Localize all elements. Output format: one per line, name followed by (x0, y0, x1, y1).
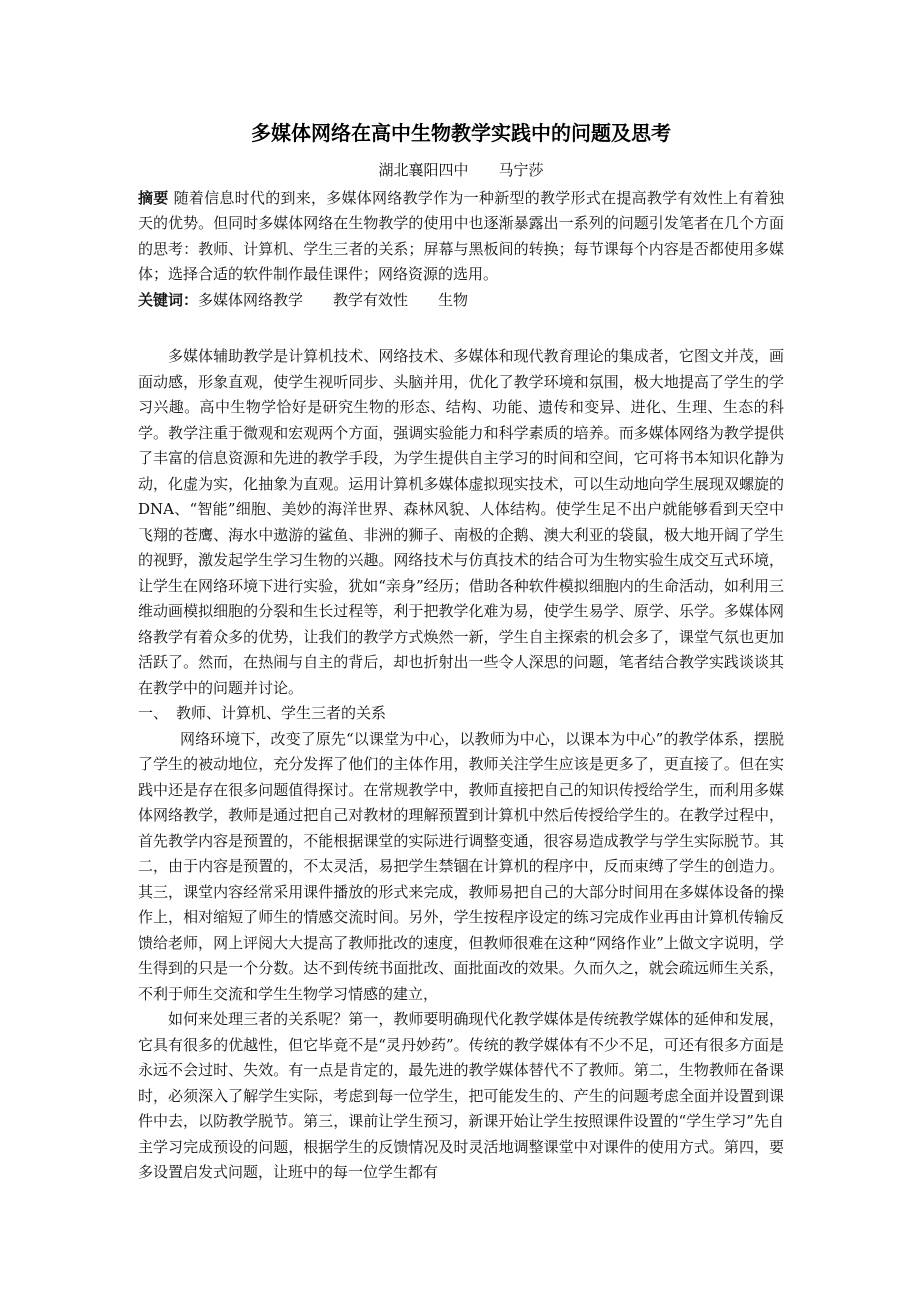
section-title: 教师、计算机、学生三者的关系 (176, 704, 387, 722)
keyword-item: 教学有效性 (333, 290, 409, 309)
keywords (138, 288, 784, 314)
keyword-item: 生物 (438, 290, 469, 309)
document-page (138, 118, 784, 1186)
section-heading (138, 701, 784, 727)
intro-paragraph: 多媒体辅助教学是计算机技术、网络技术、多媒体和现代教育理论的集成者，它图文并茂，画面动感，形象直观，使学生视听同步、头脑并用，优化了教学环境和氛围，极大地提高了学生的学习兴趣。高中生物学恰好是研究生物的形态、结构、功能、遗传和变异、进化、生理、生态的科学。教学注重于微观和宏观两个方面，强调实验能力和科学素质的培养。而多媒体网络为教学提供了丰富的信息资源和先进的教学手段，为学生提供自主学习的时间和空间，它可将书本知识化静为动，化虚为实，化抽象为直观。运用计算机多媒体虚拟现实技术，可以生动地向学生展现双螺旋的DNA、“智能”细胞、美妙的海洋世界、森林风貌、人体结构。使学生足不出户就能够看到天空中飞翔的苍鹰、海水中遨游的鲨鱼、非洲的狮子、南极的企鹅、澳大利亚的袋鼠，极大地开阔了学生的视野，激发起学生学习生物的兴趣。网络技术与仿真技术的结合可为生物实验生成交互式环境，让学生在网络环境下进行实验，犹如“亲身”经历；借助各种软件模拟细胞内的生命活动，如利用三维动画模拟细胞的分裂和生长过程等，利于把教学化难为易，使学生易学、原学、乐学。多媒体网络教学有着众多的优势，让我们的教学方式焕然一新，学生自主探索的机会多了，课堂气氛也更加活跃了。然而，在热闹与自主的背后，却也折射出一些令人深思的问题，笔者结合教学实践谈谈其在教学中的问题并讨论。 (138, 347, 784, 697)
section1-paragraph-1: 网络环境下，改变了原先“以课堂为中心，以教师为中心，以课本为中心”的教学体系，摆脱了学生的被动地位，充分发挥了他们的主体作用，教师关注学生应该是更多了，更直接了。但在实践中还是存在很多问题值得探讨。在常规教学中，教师直接把自己的知识传授给学生，而利用多媒体网络教学，教师是通过把自己对教材的理解预置到计算机中然后传授给学生的。在教学过程中，首先教学内容是预置的，不能根据课堂的实际进行调整变通，很容易造成教学与学生实际脱节。其二，由于内容是预置的，不太灵活，易把学生禁锢在计算机的程序中，反而束缚了学生的创造力。其三，课堂内容经常采用课件播放的形式来完成，教师易把自己的大部分时间用在多媒体设备的操作上，相对缩短了师生的情感交流时间。另外，学生按程序设定的练习完成作业再由计算机传输反馈给老师，网上评阅大大提高了教师批改的速度，但教师很难在这种“网络作业”上做文字说明，学生得到的只是一个分数。达不到传统书面批改、面批面改的效果。久而久之，就会疏远师生关系，不利于师生交流和学生生物学习情感的建立， (138, 729, 784, 1003)
author-name: 马宁莎 (498, 161, 544, 179)
keyword-item: 多媒体网络教学 (198, 290, 304, 309)
author-line (138, 158, 784, 184)
section-number: 一、 (138, 704, 169, 722)
keywords-label: 关键词： (138, 290, 199, 309)
abstract-label: 摘要 (138, 188, 169, 207)
abstract (138, 186, 784, 288)
section1-paragraph-2: 如何来处理三者的关系呢？第一，教师要明确现代化教学媒体是传统教学媒体的延伸和发展，它具有很多的优越性，但它毕竟不是“灵丹妙药”。传统的教学媒体有不少不足，可还有很多方面是永远不会过时、失效。有一点是肯定的，最先进的教学媒体替代不了教师。第二，生物教师在备课时，必须深入了解学生实际，考虑到每一位学生，把可能发生的、产生的问题考虑全面并设置到课件中去，以防教学脱节。第三，课前让学生预习，新课开始让学生按照课件设置的“学生学习”先自主学习完成预设的问题，根据学生的反馈情况及时灵活地调整课堂中对课件的使用方式。第四，要多设置启发式问题，让班中的每一位学生都有 (138, 1010, 784, 1181)
document-title: 多媒体网络在高中生物教学实践中的问题及思考 (251, 121, 671, 145)
abstract-text: 随着信息时代的到来，多媒体网络教学作为一种新型的教学形式在提高教学有效性上有着独天的优势。但同时多媒体网络在生物教学的使用中也逐渐暴露出一系列的问题引发笔者在几个方面的思考：教师、计算机、学生三者的关系；屏幕与黑板间的转换；每节课每个内容是否都使用多媒体；选择合适的软件制作最佳课件；网络资源的选用。 (138, 188, 784, 283)
author-school: 湖北襄阳四中 (378, 161, 469, 179)
